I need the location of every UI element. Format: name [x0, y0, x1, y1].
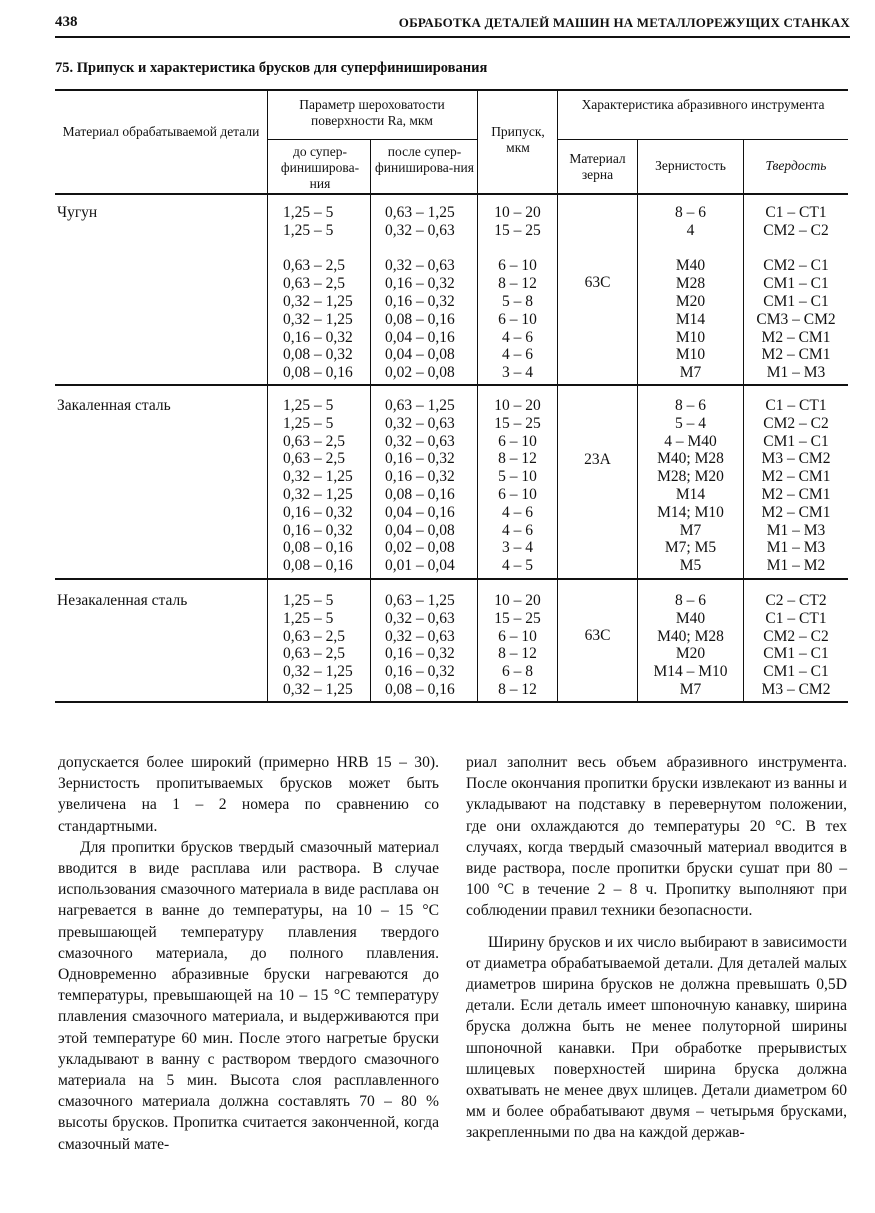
unhardened-hardness: С2 – СТ2 С1 – СТ1 СМ2 – С2 СМ1 – С1 СМ1 – С1 М3 – СМ2: [761, 592, 831, 698]
vrule-2: [370, 139, 371, 702]
hardened-hardness: С1 – СТ1 СМ2 – С2 СМ1 – С1 М3 – СМ2 М2 – СМ1 М2 – СМ1 М2 – СМ1 М1 – М3 М1 – М3 М1 – М2: [761, 397, 831, 575]
vrule-1: [267, 89, 268, 702]
header-before: до супер-финиширова-ния: [280, 144, 360, 191]
hardened-grit: 8 – 6 5 – 4 4 – М40 М40; М28 М28; М20 М14 М14; М10 М7 М7; М5 М5: [657, 397, 724, 575]
unhardened-grit: 8 – 6 М40 М40; М28 М20 М14 – М10 М7: [653, 592, 728, 698]
header-grit: Зернистость: [655, 158, 726, 173]
cast-iron-grain: 63С: [584, 274, 611, 291]
header-after: после супер-финиширова-ния: [375, 144, 474, 175]
cast-iron-before: 1,25 – 5 1,25 – 5 0,63 – 2,5 0,63 – 2,5 0,32 – 1,25 0,32 – 1,25 0,16 – 0,32 0,08 – 0,32 0,08 – 0,16: [283, 204, 353, 382]
cast-iron-allowance: 10 – 20 15 – 25 6 – 10 8 – 12 5 – 8 6 – 10 4 – 6 4 – 6 3 – 4: [494, 204, 541, 382]
table-bottom-rule: [55, 701, 848, 703]
table-top-rule: [55, 89, 848, 91]
right-paragraph-2: Ширину брусков и их число выбирают в зависимости от диаметра обрабатываемой детали. Для деталей малых диаметров ширина брусков не должна превышать 0,5D детали. Если деталь имеет шпоночную канавку, ширина бруска должна быть не менее полуторной ширины шпоночной канавки. При обработке прерывистых шлицевых поверхностей ширина бруска должна охватывать не менее двух шлицев. Детали диаметром 60 мм и более обрабатывают двумя – четырьмя брусками, закрепленными по два на каждой держав-: [466, 933, 847, 1142]
unhardened-grain: 63С: [584, 627, 611, 644]
cast-iron-after: 0,63 – 1,25 0,32 – 0,63 0,32 – 0,63 0,16 – 0,32 0,16 – 0,32 0,08 – 0,16 0,04 – 0,16 0,04 – 0,08 0,02 – 0,08: [385, 204, 455, 382]
unhardened-before: 1,25 – 5 1,25 – 5 0,63 – 2,5 0,63 – 2,5 0,32 – 1,25 0,32 – 1,25: [283, 592, 353, 698]
header-material: Материал обрабатываемой детали: [62, 124, 260, 139]
page-number: 438: [55, 14, 78, 30]
right-paragraph-1: риал заполнит весь объем абразивного инструмента. После окончания пропитки бруски извлекают из ванны и укладывают на подставку в перевернутом положении, где они охлаждаются до температуры 20 °С. В тех случаях, когда твердый смазочный материал вводится в виде раствора, после пропитки бруски сушат при 80 – 100 °С в течение 2 – 8 ч. Пропитку выполняют при соблюдении правил техники безопасности.: [466, 754, 847, 920]
header-allowance: Припуск, мкм: [491, 124, 545, 155]
hardened-after: 0,63 – 1,25 0,32 – 0,63 0,32 – 0,63 0,16 – 0,32 0,16 – 0,32 0,08 – 0,16 0,04 – 0,16 0,04 – 0,08 0,02 – 0,08 0,01 – 0,04: [385, 397, 455, 575]
unhardened-allowance: 10 – 20 15 – 25 6 – 10 8 – 12 6 – 8 8 – 12: [494, 592, 541, 698]
material-hardened-steel: Закаленная сталь: [57, 397, 171, 414]
left-paragraph-2: Для пропитки брусков твердый смазочный материал вводится в виде расплава или раствора. В случае использования смазочного материала в виде расплава он нагревается в ванне до температуры, на 10 – 15 °С превышающей температуру плавления твердого смазочного материала, до полного плавления. Одновременно абразивные бруски нагреваются до температуры, превышающей на 10 – 15 °С температуру плавления смазочного материала, и выдерживаются при этой температуре 60 мин. После этого нагретые бруски укладывают в ванну с раствором твердого смазочного материала на 5 мин. Высота слоя расплавленного смазочного материала должна составлять 70 – 80 % высоты брусков. Пропитка считается законченной, когда смазочный мате-: [58, 838, 439, 1153]
running-title: ОБРАБОТКА ДЕТАЛЕЙ МАШИН НА МЕТАЛЛОРЕЖУЩИХ СТАНКАХ: [398, 15, 850, 30]
group-rule-2: [55, 578, 848, 580]
cast-iron-grit: 8 – 6 4 М40 М28 М20 М14 М10 М10 М7: [675, 204, 706, 382]
left-text-column: [58, 752, 439, 1155]
hardened-before: 1,25 – 5 1,25 – 5 0,63 – 2,5 0,63 – 2,5 0,32 – 1,25 0,32 – 1,25 0,16 – 0,32 0,16 – 0,32 0,08 – 0,16 0,08 – 0,16: [283, 397, 353, 575]
header-tool: Характеристика абразивного инструмента: [581, 97, 825, 112]
header-hardness: Твердость: [765, 158, 827, 173]
material-cast-iron: Чугун: [57, 204, 98, 221]
tool-sub-rule: [558, 139, 848, 140]
cast-iron-hardness: С1 – СТ1 СМ2 – С2 СМ2 – С1 СМ1 – С1 СМ1 – С1 СМ3 – СМ2 М2 – СМ1 М2 – СМ1 М1 – М3: [756, 204, 836, 382]
unhardened-after: 0,63 – 1,25 0,32 – 0,63 0,32 – 0,63 0,16 – 0,32 0,16 – 0,32 0,08 – 0,16: [385, 592, 455, 698]
running-header: [55, 12, 850, 38]
material-unhardened-steel: Незакаленная сталь: [57, 592, 188, 609]
group-rule-1: [55, 384, 848, 386]
table-caption: 75. Припуск и характеристика брусков для суперфиниширования: [55, 60, 488, 76]
header-bottom-rule: [55, 193, 848, 195]
hardened-grain: 23А: [584, 451, 611, 468]
right-text-column: [466, 752, 847, 1144]
roughness-sub-rule: [268, 139, 477, 140]
header-grain-material: Материал зерна: [569, 151, 626, 182]
header-roughness: Параметр шероховатости поверхности Ra, мкм: [299, 97, 445, 128]
hardened-allowance: 10 – 20 15 – 25 6 – 10 8 – 12 5 – 10 6 – 10 4 – 6 4 – 6 3 – 4 4 – 5: [494, 397, 541, 575]
left-paragraph-1: допускается более широкий (примерно HRB 15 – 30). Зернистость пропитываемых брусков может быть увеличена на 1 – 2 номера по сравнению со стандартными.: [58, 754, 439, 835]
